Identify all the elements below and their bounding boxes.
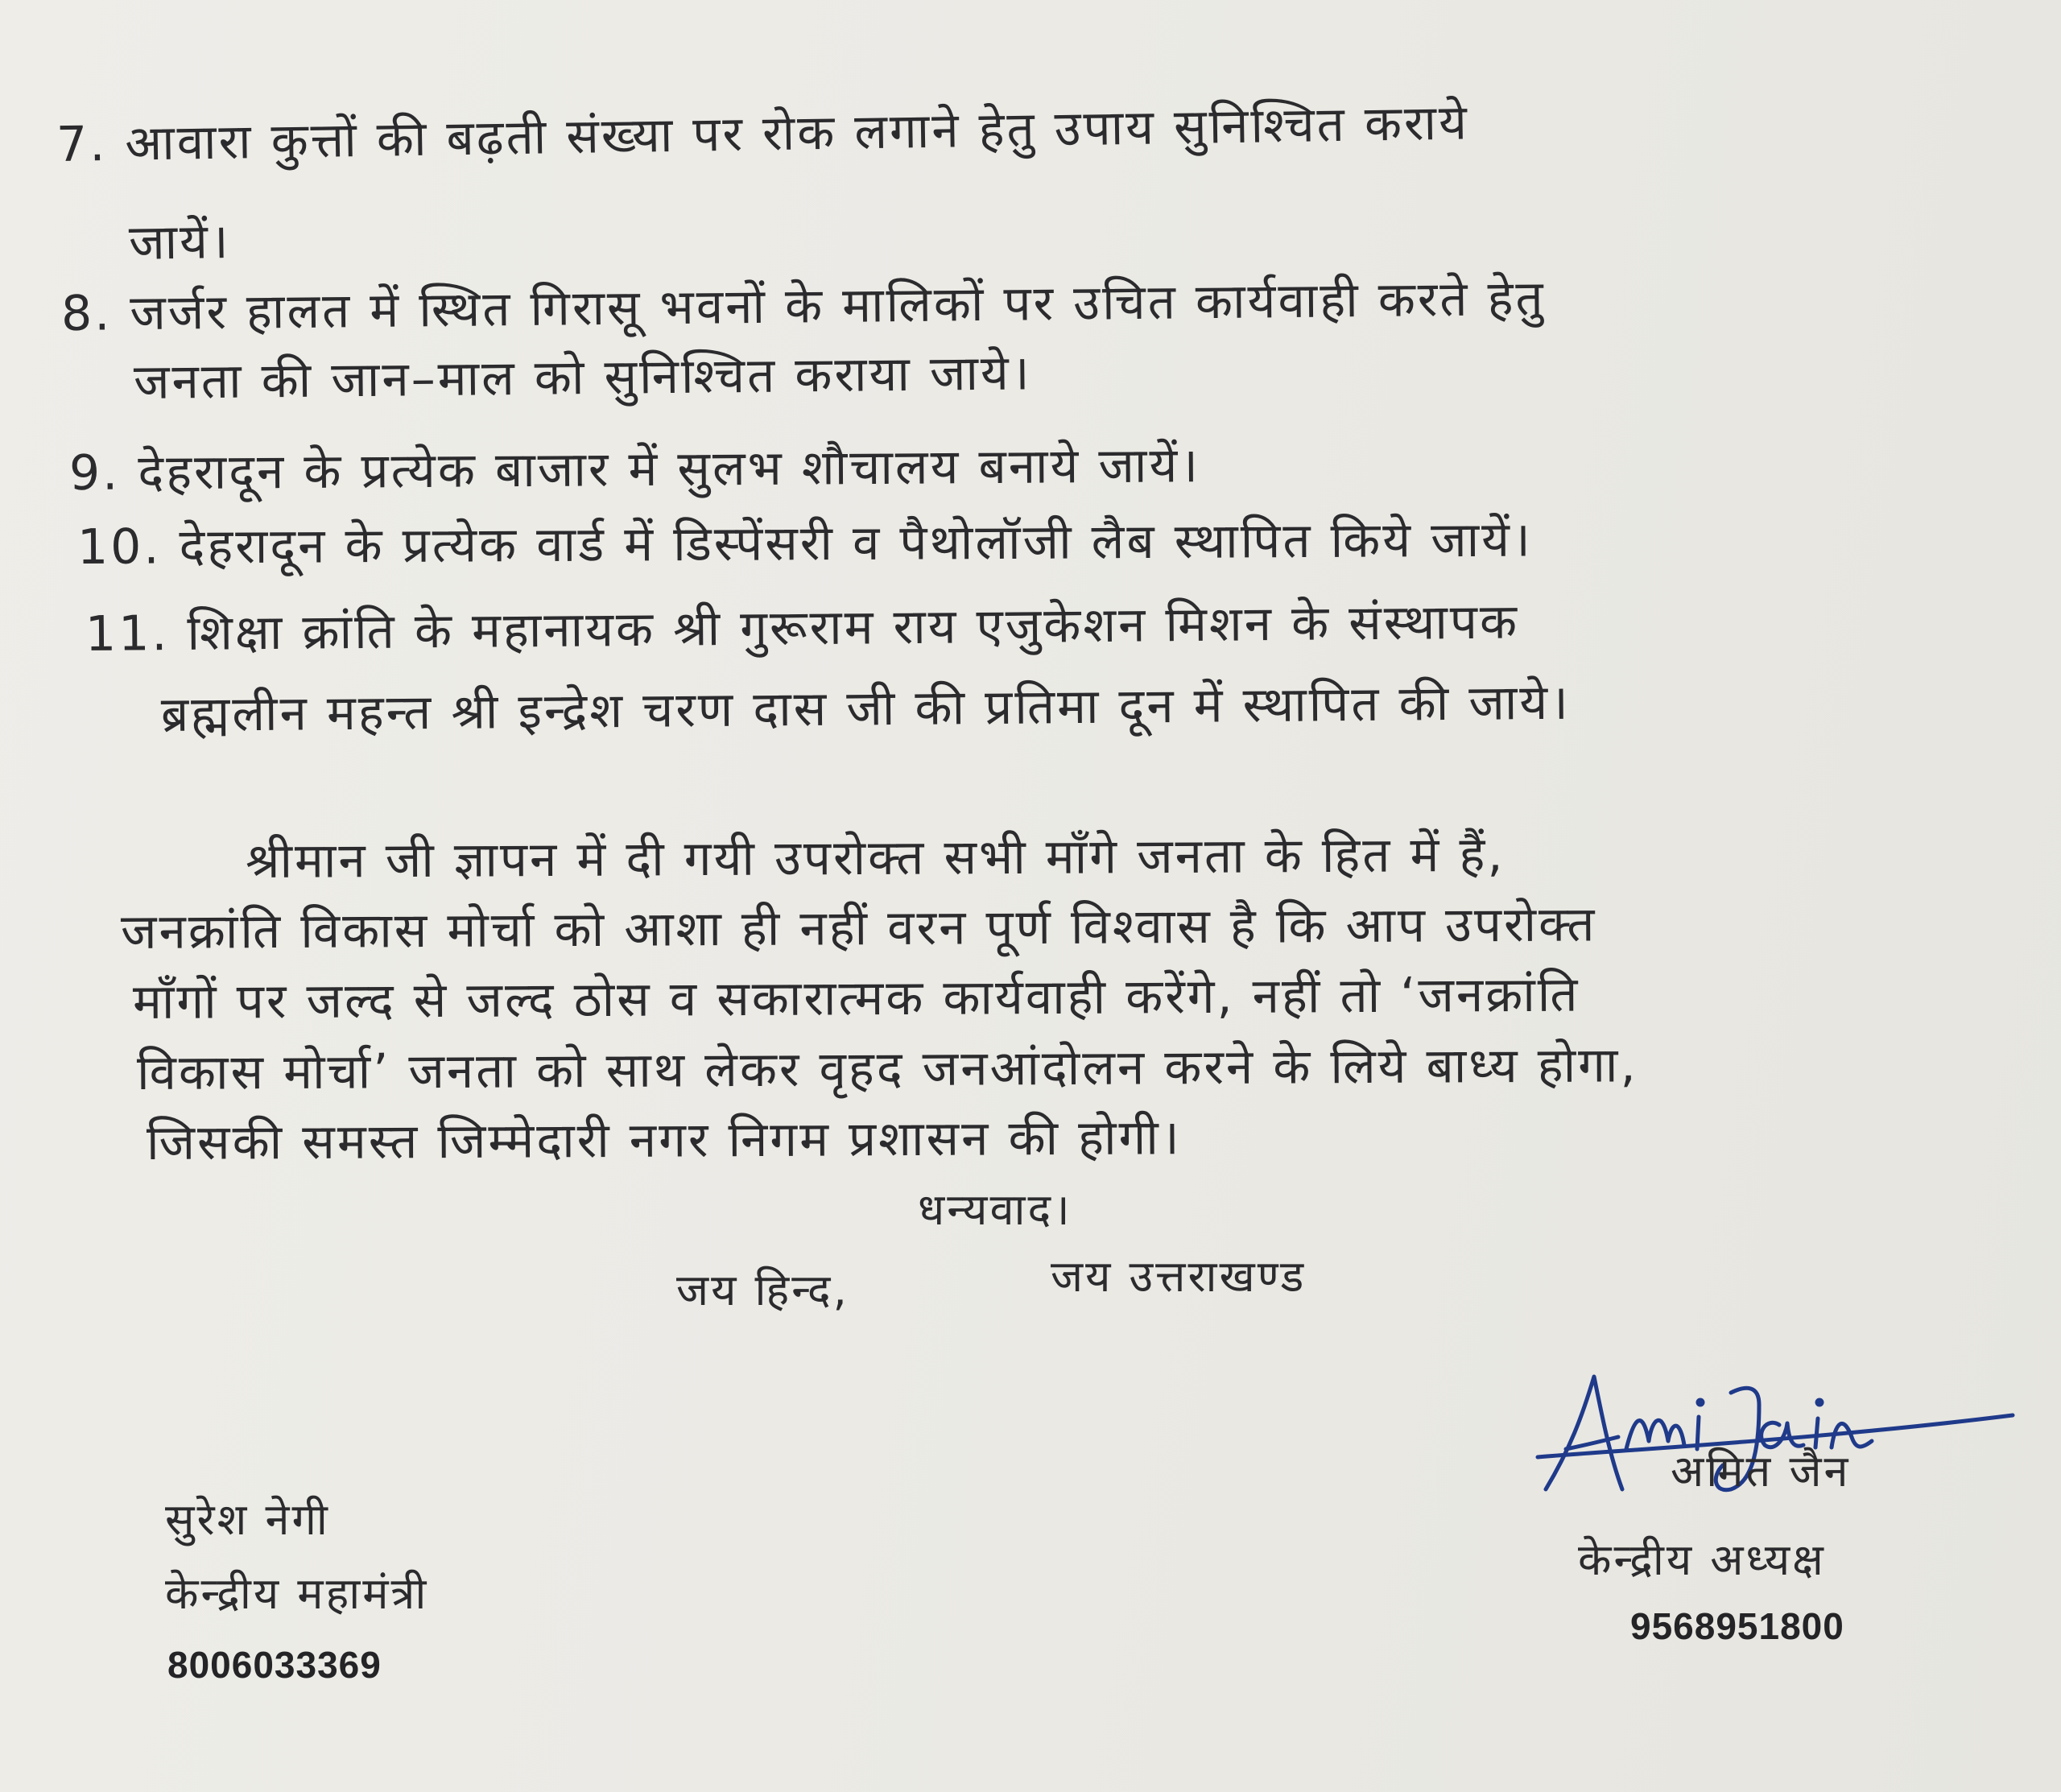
item-8-text: जर्जर हालत में स्थित गिरासू भवनों के मालिकों पर उचित कार्यवाही करते हेतु	[129, 270, 1547, 342]
item-11-number: 11.	[85, 605, 170, 663]
item-10-line-1	[77, 508, 1533, 580]
item-7-line-2: जायें।	[128, 213, 232, 271]
item-9-number: 9.	[68, 444, 121, 502]
item-9-line-1	[69, 433, 1201, 506]
slogan-jai-uttarakhand: जय उत्तराखण्ड	[1051, 1251, 1307, 1302]
right-signatory-phone: 9568951800	[1630, 1605, 1844, 1647]
item-8-line-1	[61, 266, 1547, 346]
item-11-line-1	[85, 589, 1520, 667]
left-signatory-name: सुरेश नेगी	[165, 1494, 330, 1545]
item-8-line-2: जनता की जान–माल को सुनिश्चित कराया जाये।	[133, 345, 1032, 411]
left-signatory-title: केन्द्रीय महामंत्री	[165, 1568, 429, 1619]
item-11-text: शिक्षा क्रांति के महानायक श्री गुरूराम राय एजुकेशन मिशन के संस्थापक	[187, 593, 1520, 662]
item-10-number: 10.	[76, 518, 162, 576]
slogan-jai-hind: जय हिन्द,	[676, 1265, 849, 1315]
item-9-text: देहरादून के प्रत्येक बाजार में सुलभ शौचालय बनाये जायें।	[138, 437, 1201, 502]
closing-paragraph-line-3: माँगों पर जल्द से जल्द ठोस व सकारात्मक कार्यवाही करेंगे, नहीं तो ‘जनक्रांति	[132, 966, 1580, 1030]
closing-paragraph-line-1: श्रीमान जी ज्ञापन में दी गयी उपरोक्त सभी माँगे जनता के हित में हैं,	[245, 826, 1505, 890]
right-signatory-title: केन्द्रीय अध्यक्ष	[1578, 1534, 1826, 1585]
item-7-line-1	[56, 90, 1469, 177]
closing-paragraph-line-2: जनक्रांति विकास मोर्चा को आशा ही नहीं वरन पूर्ण विश्वास है कि आप उपरोक्त	[120, 896, 1597, 960]
left-signatory-phone: 8006033369	[167, 1644, 382, 1686]
closing-paragraph-line-4: विकास मोर्चा’ जनता को साथ लेकर वृहद जनआंदोलन करने के लिये बाध्य होगा,	[136, 1037, 1638, 1101]
closing-paragraph-line-5: जिसकी समस्त जिम्मेदारी नगर निगम प्रशासन की होगी।	[146, 1109, 1182, 1171]
item-8-number: 8.	[60, 285, 113, 342]
item-7-text: आवारा कुत्तों की बढ़ती संख्या पर रोक लगाने हेतु उपाय सुनिश्चित कराये	[124, 94, 1470, 172]
right-signatory-name: अमित जैन	[1671, 1446, 1851, 1497]
item-11-line-2: ब्रह्मलीन महन्त श्री इन्द्रेश चरण दास जी की प्रतिमा दून में स्थापित की जाये।	[160, 674, 1572, 743]
item-7-number: 7.	[56, 116, 108, 173]
thanks-text: धन्यवाद।	[918, 1184, 1072, 1235]
item-10-text: देहरादून के प्रत्येक वार्ड में डिस्पेंसरी व पैथोलॉजी लैब स्थापित किये जायें।	[179, 511, 1533, 576]
